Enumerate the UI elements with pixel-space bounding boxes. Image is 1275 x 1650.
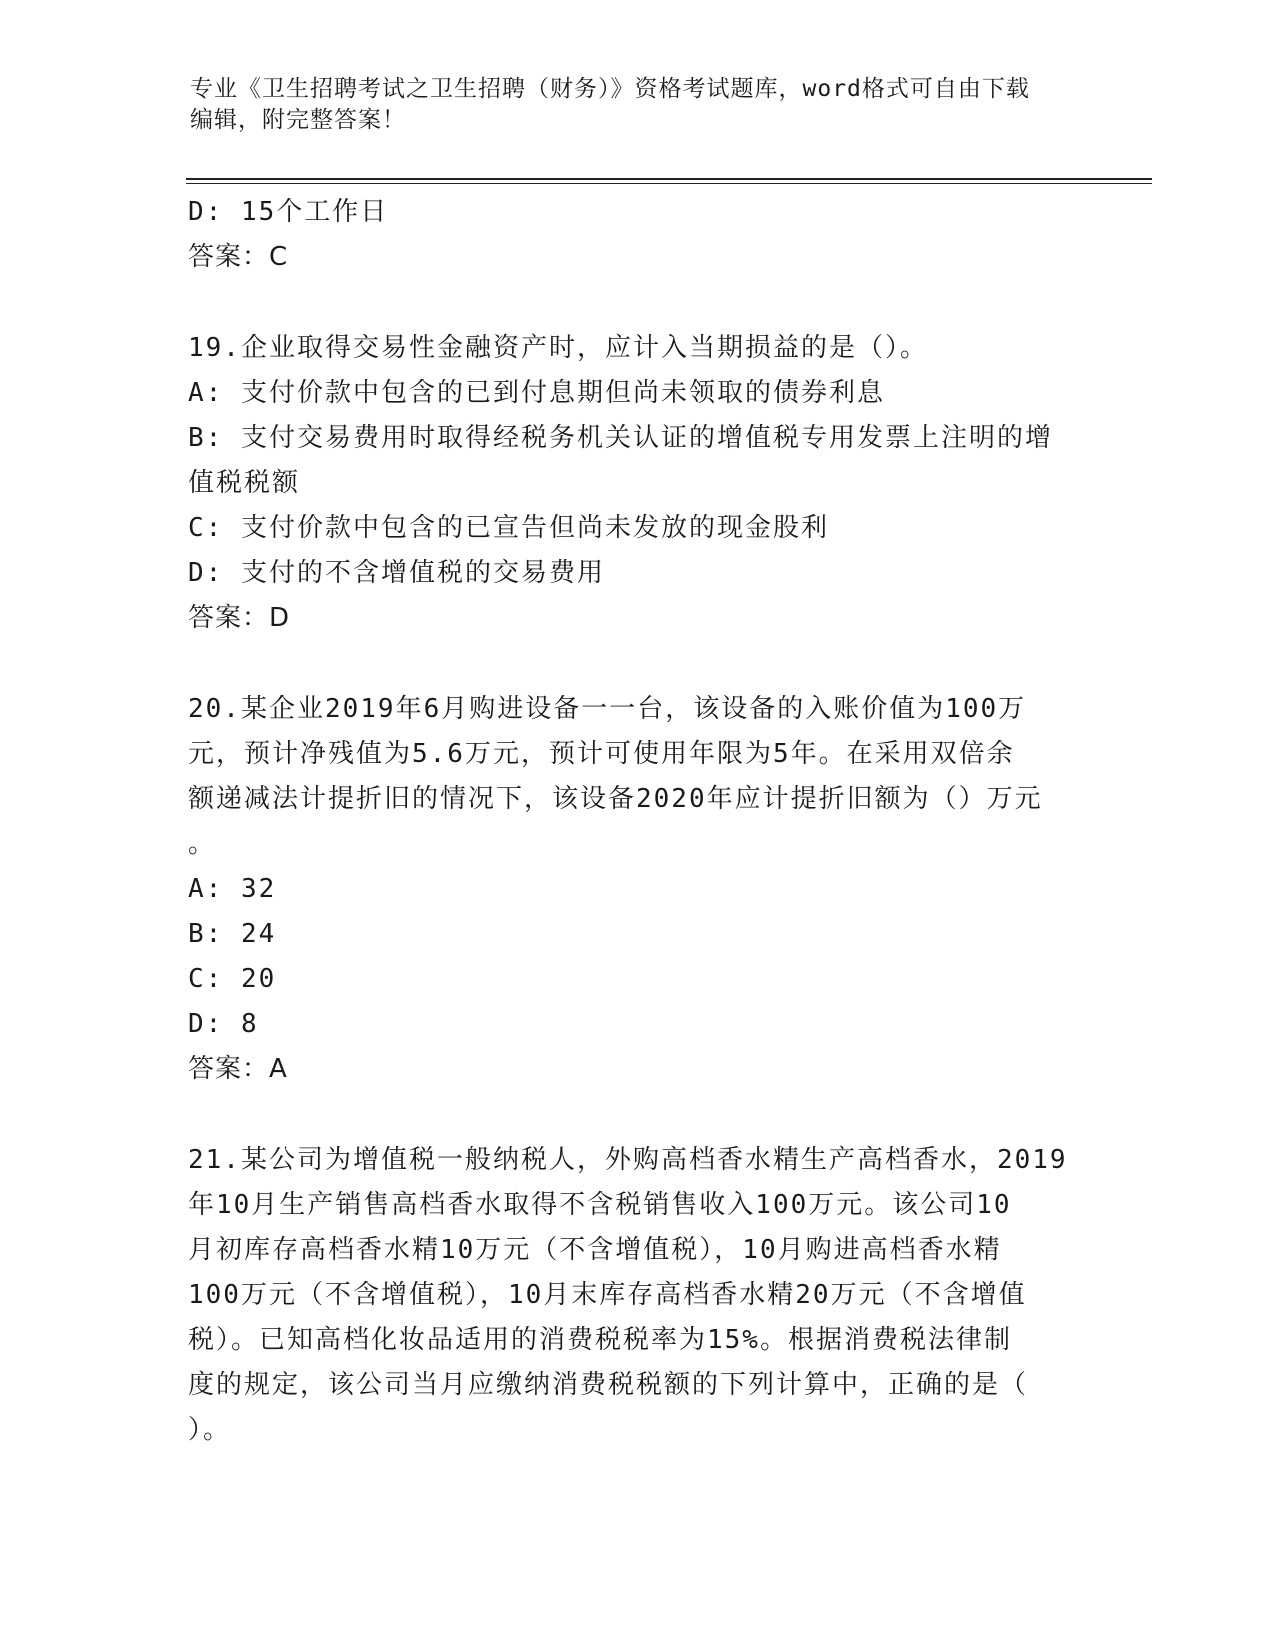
header-divider-thick [186, 178, 1152, 180]
spacer [188, 641, 1088, 687]
question-18-tail [188, 190, 1088, 280]
question-stem-continued: 。 [188, 829, 217, 859]
header-line-2: 编辑，附完整答案！ [190, 107, 406, 133]
spacer [188, 1092, 1088, 1138]
document-header [190, 74, 1090, 136]
question-list [188, 190, 1088, 1453]
option-b-continued: 值税税额 [188, 468, 301, 498]
question-stem-continued: 月初库存高档香水精10万元（不含增值税），10月购进高档香水精 [188, 1235, 1002, 1265]
question-stem-continued: 100万元（不含增值税），10月末库存高档香水精20万元（不含增值 [188, 1280, 1027, 1310]
option-c: C: 20 [188, 964, 277, 994]
question-stem: 19.企业取得交易性金融资产时，应计入当期损益的是（）。 [188, 333, 928, 363]
question-stem-continued: 元，预计净残值为5.6万元，预计可使用年限为5年。在采用双倍余 [188, 739, 1015, 769]
question-stem-continued: 税）。已知高档化妆品适用的消费税税率为15%。根据消费税法律制 [188, 1325, 1012, 1355]
question-21 [188, 1138, 1088, 1453]
answer-label: 答案：C [188, 242, 289, 272]
option-a: A: 32 [188, 874, 277, 904]
question-19 [188, 326, 1088, 641]
spacer [188, 280, 1088, 326]
option-d: D: 支付的不含增值税的交易费用 [188, 558, 605, 588]
question-stem-continued: 年10月生产销售高档香水取得不含税销售收入100万元。该公司10 [188, 1190, 1012, 1220]
answer-label: 答案：D [188, 603, 291, 633]
question-stem-continued: ）。 [188, 1415, 232, 1445]
answer-label: 答案：A [188, 1054, 288, 1084]
option-d: D: 15个工作日 [188, 197, 389, 227]
question-stem: 20.某企业2019年6月购进设备一一台，该设备的入账价值为100万 [188, 694, 1027, 724]
question-20 [188, 687, 1088, 1092]
question-stem-continued: 度的规定，该公司当月应缴纳消费税税额的下列计算中，正确的是（ [188, 1370, 1029, 1400]
header-line-1: 专业《卫生招聘考试之卫生招聘（财务）》资格考试题库，word格式可自由下载 [190, 76, 1030, 102]
question-stem-continued: 额递减法计提折旧的情况下，该设备2020年应计提折旧额为（）万元 [188, 784, 1043, 814]
option-a: A: 支付价款中包含的已到付息期但尚未领取的债券利息 [188, 378, 885, 408]
question-stem: 21.某公司为增值税一般纳税人，外购高档香水精生产高档香水，2019 [188, 1145, 1068, 1175]
option-b: B: 支付交易费用时取得经税务机关认证的增值税专用发票上注明的增 [188, 423, 1053, 453]
header-divider-thin [186, 183, 1152, 184]
option-c: C: 支付价款中包含的已宣告但尚未发放的现金股利 [188, 513, 829, 543]
option-d: D: 8 [188, 1009, 259, 1039]
option-b: B: 24 [188, 919, 277, 949]
